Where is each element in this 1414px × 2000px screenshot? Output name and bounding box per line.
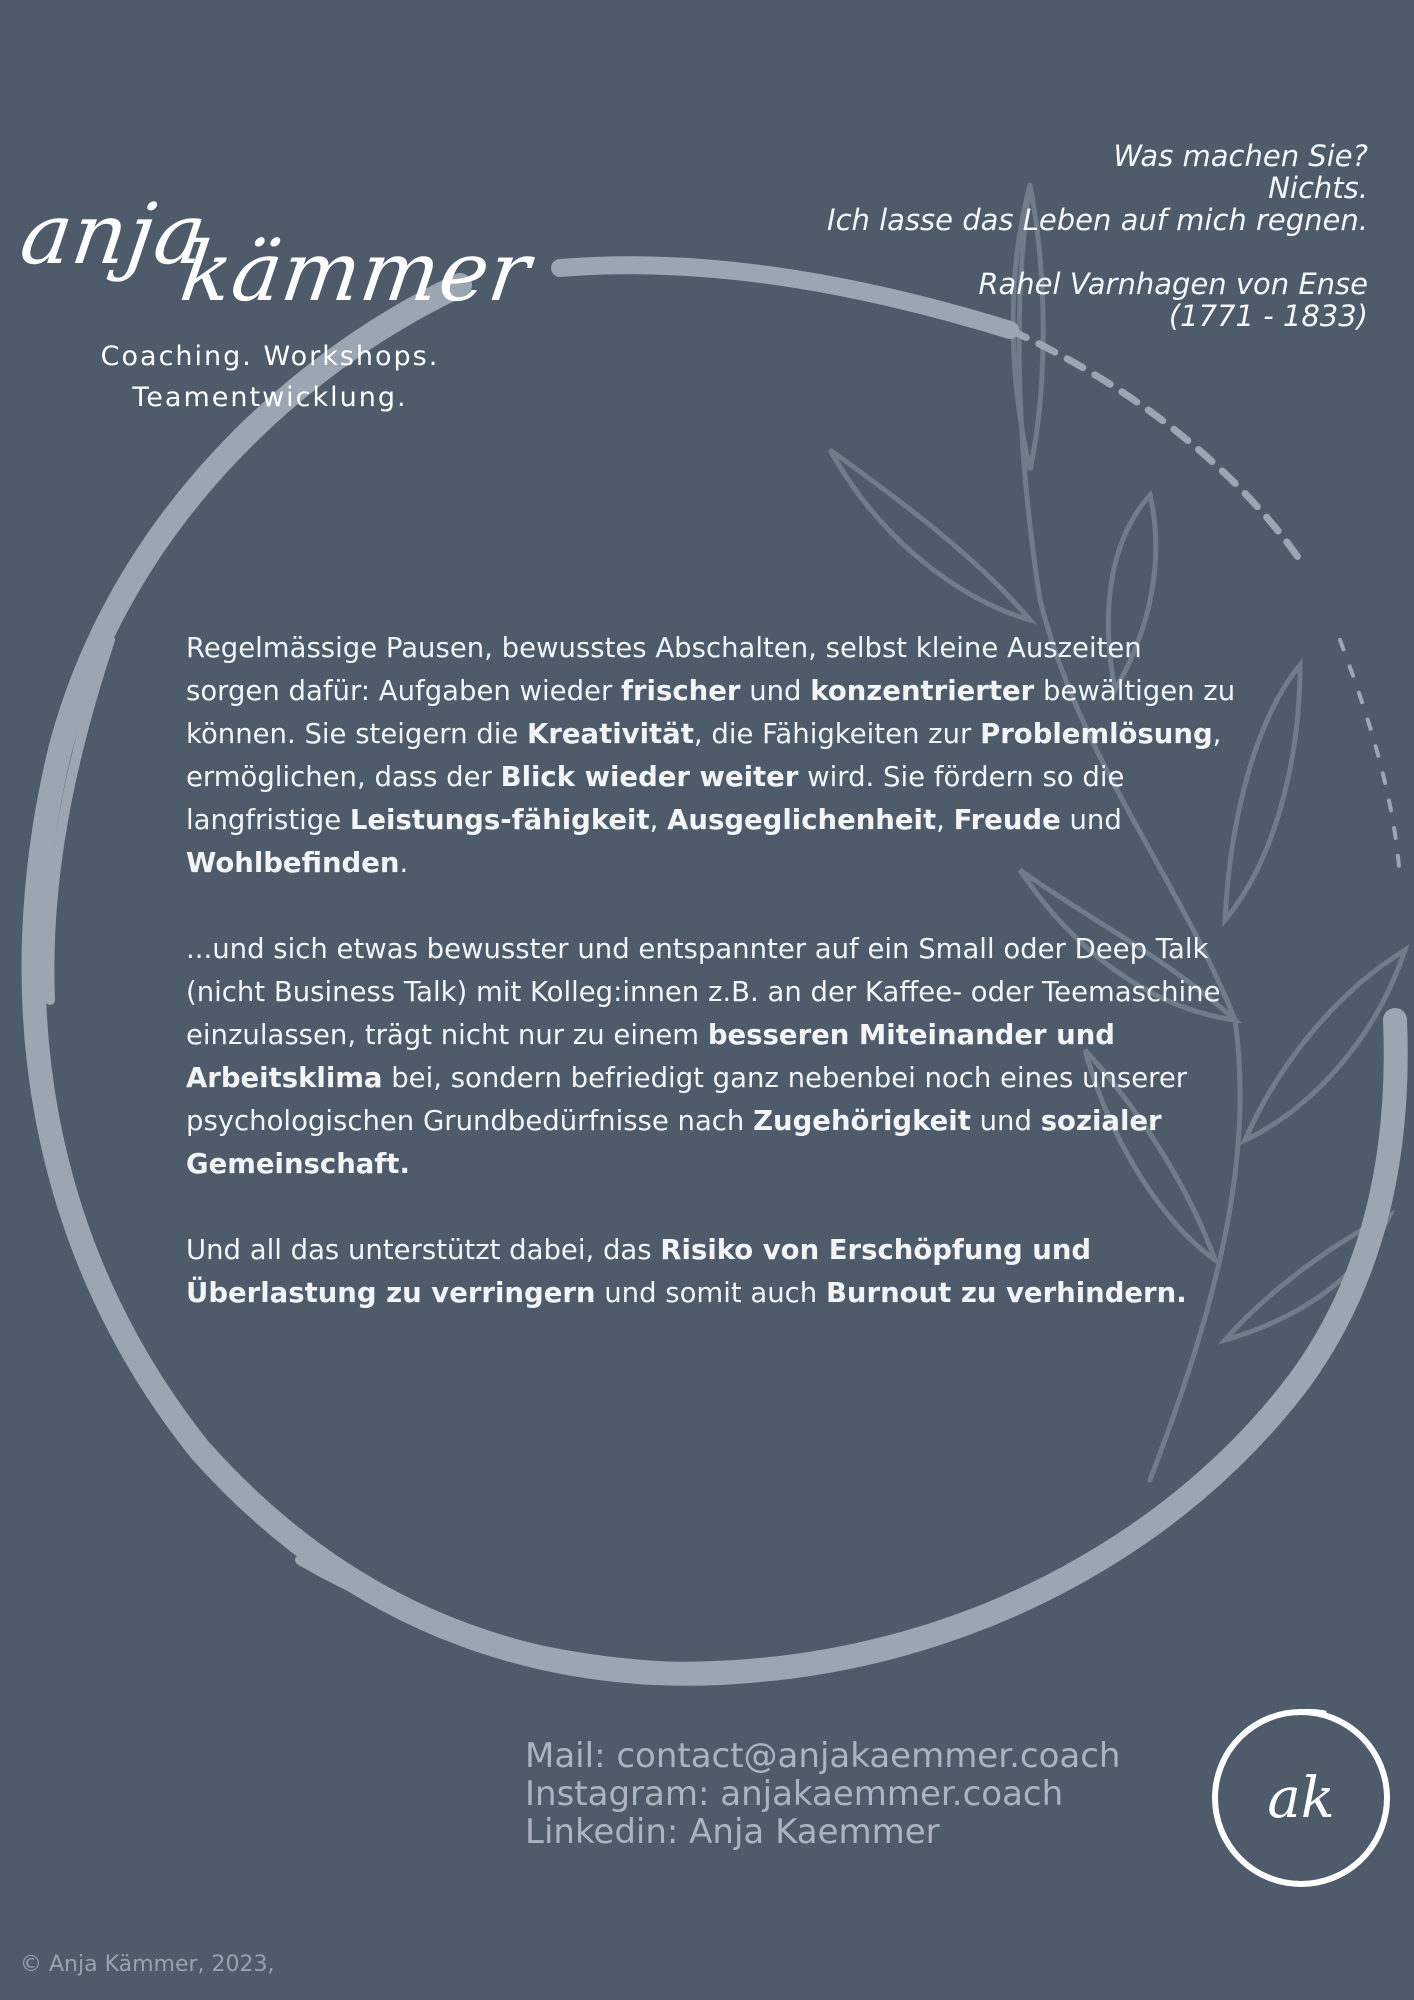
text-run: und somit auch: [595, 1277, 826, 1309]
contact-linkedin[interactable]: Linkedin: Anja Kaemmer: [525, 1812, 940, 1852]
bold-run: Ausgeglichenheit: [667, 804, 937, 836]
text-run: Regelmässige Pausen, bewusstes Abschalten, selbst kleine Auszeiten sorgen dafür: Aufgaben wieder: [186, 632, 1142, 707]
contact-instagram[interactable]: Instagram: anjakaemmer.coach: [525, 1774, 1064, 1814]
text-run: Und all das unterstützt dabei, das: [186, 1234, 661, 1266]
contact-mail[interactable]: Mail: contact@anjakaemmer.coach: [525, 1736, 1121, 1776]
bold-run: Problemlösung: [980, 718, 1213, 750]
bold-run: Risiko von Erschöpfung und Überlastung zu verringern: [186, 1234, 1092, 1309]
quote-line-2: Nichts.: [1268, 171, 1368, 205]
quote-line-1: Was machen Sie?: [1113, 139, 1368, 173]
logo-first-name: anja: [15, 185, 214, 283]
bold-run: Kreativität: [527, 718, 694, 750]
tagline-line-1: Coaching. Workshops.: [100, 341, 440, 372]
contact-block: [525, 1737, 1205, 1851]
bold-run: besseren Miteinander und Arbeitsklima: [186, 1019, 1115, 1094]
bold-run: sozialer Gemeinschaft.: [186, 1105, 1162, 1180]
monogram-logo: [1206, 1703, 1396, 1893]
text-run: und: [970, 1105, 1041, 1137]
text-run: wird. Sie fördern so die langfristige: [186, 761, 1125, 836]
text-run: , die Fähigkeiten zur: [693, 718, 981, 750]
monogram-text: ak: [1267, 1765, 1335, 1831]
bold-run: Zugehörigkeit: [753, 1105, 971, 1137]
logo-last-name: kämmer: [175, 225, 537, 320]
bold-run: Burnout zu verhindern.: [825, 1277, 1187, 1309]
text-run: bei, sondern befriedigt ganz nebenbei noch eines unserer psychologischen Grundbedürfnisse nach: [186, 1062, 1188, 1137]
text-run: ,: [649, 804, 668, 836]
text-run: .: [399, 847, 409, 879]
quote-spacer: [648, 236, 1368, 268]
paragraph-1: [186, 627, 1236, 885]
bold-run: konzentrierter: [810, 675, 1035, 707]
quote-block: [648, 140, 1368, 332]
text-run: und: [1060, 804, 1122, 836]
text-run: und: [740, 675, 811, 707]
paragraph-3: [186, 1229, 1236, 1315]
bold-run: Wohlbefinden: [186, 847, 400, 879]
text-run: ,: [936, 804, 954, 836]
bold-run: Freude: [953, 804, 1061, 836]
text-run: , ermöglichen, dass der: [186, 718, 1222, 793]
copyright-notice: © Anja Kämmer, 2023,: [20, 1952, 275, 1977]
text-run: ...und sich etwas bewusster und entspannter auf ein Small oder Deep Talk (nicht Business Talk) mit Kolleg:innen z.B. an der Kaffee- oder Teemaschine einzulassen, trägt nicht nur zu einem: [186, 933, 1221, 1051]
bold-run: Leistungs-fähigkeit: [349, 804, 650, 836]
paragraph-2: [186, 928, 1236, 1186]
quote-line-3: Ich lasse das Leben auf mich regnen.: [827, 203, 1368, 237]
tagline-line-2: Teamentwicklung.: [132, 382, 408, 413]
quote-years: (1771 - 1833): [1168, 299, 1368, 333]
quote-author: Rahel Varnhagen von Ense: [978, 267, 1368, 301]
main-text: [186, 627, 1236, 1358]
bold-run: frischer: [621, 675, 741, 707]
bold-run: Blick wieder weiter: [500, 761, 799, 793]
brand-tagline: [60, 336, 480, 418]
brand-logo: [15, 185, 542, 320]
text-run: bewältigen zu können. Sie steigern die: [186, 675, 1236, 750]
